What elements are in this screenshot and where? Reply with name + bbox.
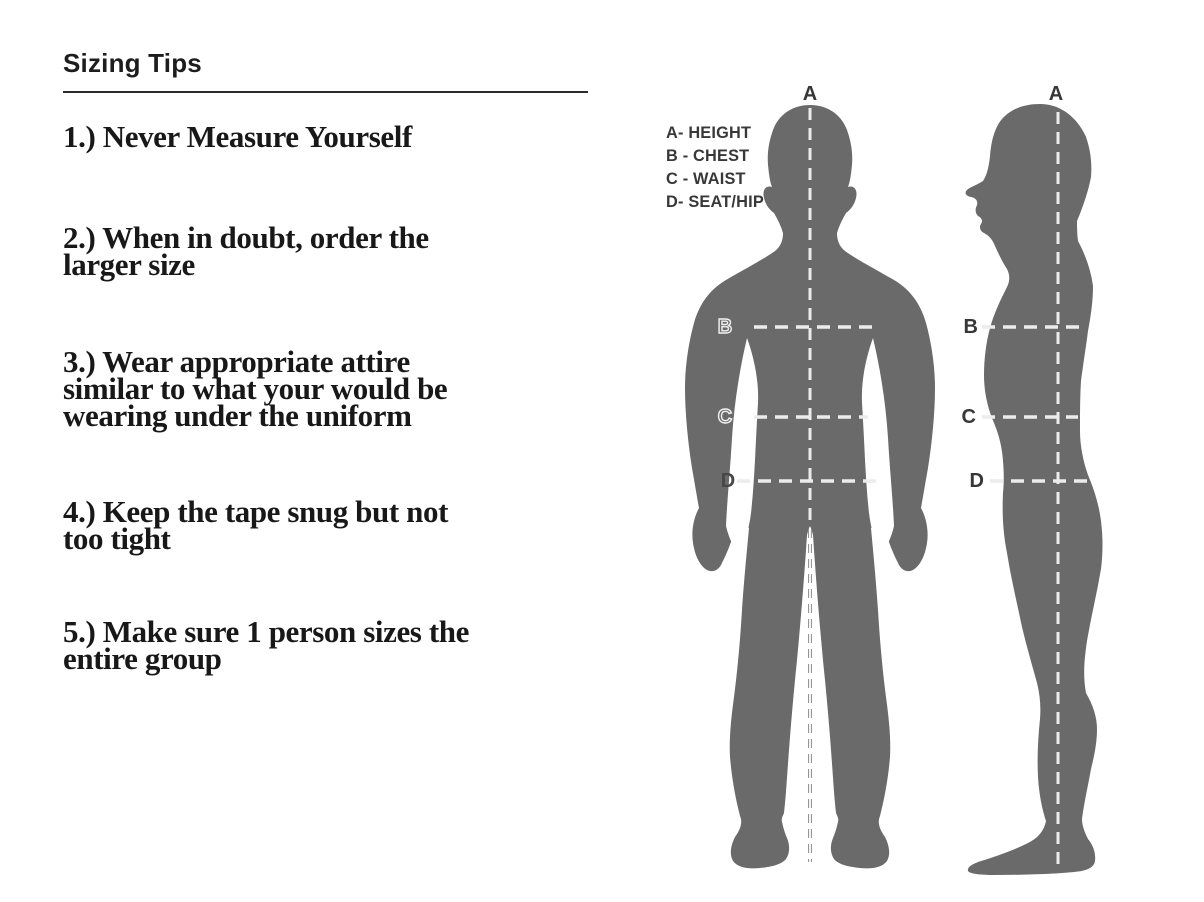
tip-3-line: 3.) Wear appropriate attire (63, 344, 410, 379)
front-silhouette-right (810, 105, 935, 868)
tip-3 (63, 344, 448, 433)
front-label-b: B (717, 316, 733, 338)
legend-seat-hip: D- SEAT/HIP (666, 192, 764, 211)
legend-waist: C - WAIST (666, 169, 746, 188)
tip-2 (63, 220, 429, 282)
tip-1 (63, 119, 412, 154)
tip-5 (63, 614, 469, 676)
tip-2-line: 2.) When in doubt, order the (63, 220, 429, 255)
legend-height: A- HEIGHT (666, 123, 752, 142)
legend-chest: B - CHEST (666, 146, 750, 165)
tip-3-line: wearing under the uniform (63, 398, 412, 433)
tip-1-line: 1.) Never Measure Yourself (63, 119, 412, 154)
page-title: Sizing Tips (63, 48, 202, 78)
front-label-d: D (720, 470, 736, 492)
tip-5-line: entire group (63, 641, 222, 676)
tip-4-line: 4.) Keep the tape snug but not (63, 494, 449, 529)
tip-3-line: similar to what your would be (63, 371, 448, 406)
front-label-a: A (802, 83, 818, 105)
side-label-c: C (961, 406, 976, 428)
tip-4-line: too tight (63, 521, 171, 556)
side-label-d: D (969, 470, 984, 492)
body-measurement-diagram (650, 82, 1204, 902)
side-label-a: A (1048, 83, 1064, 105)
side-silhouette (963, 104, 1103, 875)
tip-4 (63, 494, 449, 556)
title-underline (63, 91, 588, 93)
tip-2-line: larger size (63, 247, 195, 282)
front-label-c: C (717, 406, 733, 428)
tip-5-line: 5.) Make sure 1 person sizes the (63, 614, 469, 649)
side-label-b: B (963, 316, 978, 338)
front-silhouette-left (685, 105, 810, 868)
